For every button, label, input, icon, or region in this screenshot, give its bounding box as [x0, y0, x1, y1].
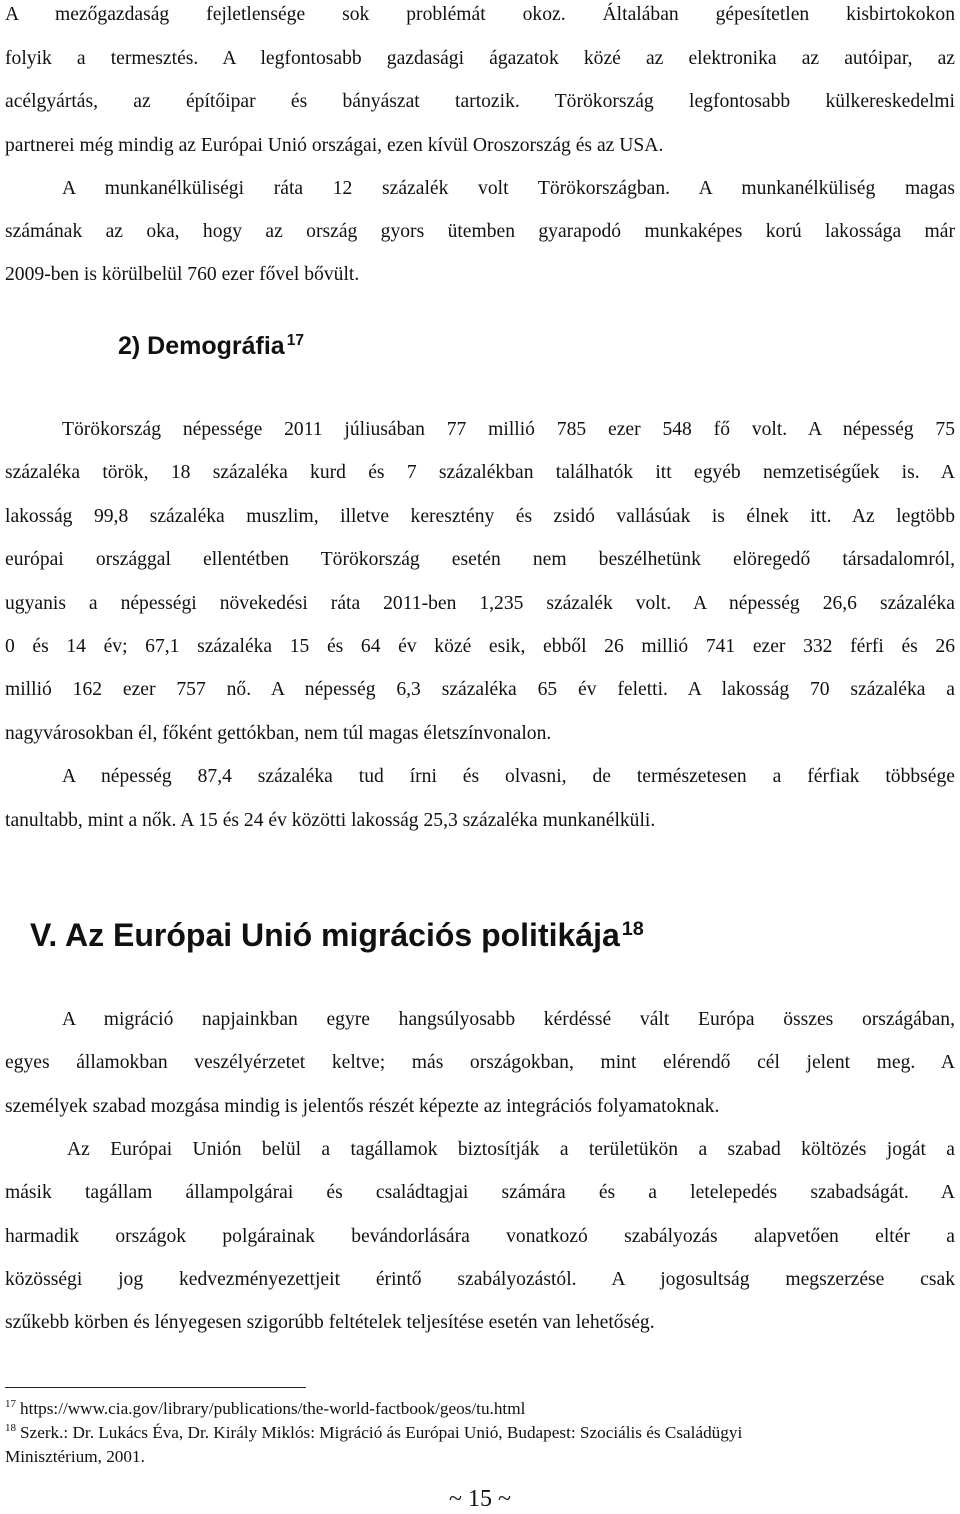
footnote-number: 17 [5, 1398, 16, 1411]
footnote-text: Minisztérium, 2001. [5, 1447, 145, 1466]
footnote-17 [5, 1398, 955, 1422]
footnote-ref[interactable]: 18 [621, 918, 644, 941]
section-heading-demography [118, 329, 304, 367]
text-line: Törökország népessége 2011 júliusában 77 millió 785 ezer 548 fő volt. A népesség 75 [62, 419, 955, 440]
text-line: tanultabb, mint a nők. A 15 és 24 év közötti lakosság 25,3 százaléka munkanélküli. [5, 810, 656, 831]
text-line: szűkebb körben és lényegesen szigorúbb feltételek teljesítése esetén van lehetőség. [5, 1312, 655, 1333]
text-line: acélgyártás, az építőipar és bányászat tartozik. Törökország legfontosabb külkereskedelmi [5, 91, 955, 112]
text-line: egyes államokban veszélyérzetet keltve; más országokban, mint elérendő cél jelent meg. A [5, 1052, 955, 1073]
text-line: A migráció napjainkban egyre hangsúlyosabb kérdéssé vált Európa összes országában, [62, 1009, 955, 1030]
text-line: folyik a termesztés. A legfontosabb gazdasági ágazatok közé az elektronika az autóipar, az [5, 48, 955, 69]
text-line: személyek szabad mozgása mindig is jelentős részét képezte az integrációs folyamatoknak. [5, 1096, 720, 1117]
footnote-link[interactable]: https://www.cia.gov/library/publications/the-world-factbook/geos/tu.html [20, 1399, 526, 1418]
footnote-ref[interactable]: 17 [286, 332, 304, 350]
heading-text: V. Az Európai Unió migrációs politikája [30, 917, 620, 953]
text-line: millió 162 ezer 757 nő. A népesség 6,3 százaléka 65 év feletti. A lakosság 70 százaléka a [5, 679, 955, 700]
footnote-18-continued [5, 1446, 955, 1468]
footnote-text: Szerk.: Dr. Lukács Éva, Dr. Király Miklós: Migráció ás Európai Unió, Budapest: Szociális és Családügyi [20, 1423, 743, 1442]
footnote-number: 18 [5, 1422, 16, 1435]
text-line: európai országgal ellentétben Törökország esetén nem beszélhetünk elöregedő társadalomról, [5, 549, 955, 570]
text-line: partnerei még mindig az Európai Unió országai, ezen kívül Oroszország és az USA. [5, 135, 664, 156]
chapter-heading-eu-migration [30, 913, 644, 962]
text-line: ugyanis a népességi növekedési ráta 2011-ben 1,235 százalék volt. A népesség 26,6 százaléka [5, 593, 955, 614]
heading-text: 2) Demográfia [118, 332, 285, 360]
text-line: számának az oka, hogy az ország gyors ütemben gyarapodó munkaképes korú lakossága már [5, 221, 955, 242]
text-line: harmadik országok polgárainak bevándorlására vonatkozó szabályozás alapvetően eltér a [5, 1226, 955, 1247]
text-line: Az Európai Unión belül a tagállamok biztosítják a területükön a szabad költözés jogát a [67, 1139, 955, 1160]
text-line: másik tagállam állampolgárai és családtagjai számára és a letelepedés szabadságát. A [5, 1182, 955, 1203]
text-line: százaléka török, 18 százaléka kurd és 7 százalékban találhatók itt egyéb nemzetiségűek is. A [5, 462, 955, 483]
page-number: ~ 15 ~ [449, 1486, 511, 1512]
text-line: lakosság 99,8 százaléka muszlim, illetve keresztény és zsidó vallásúak is élnek itt. Az legtöbb [5, 506, 955, 527]
text-line: A munkanélküliségi ráta 12 százalék volt Törökországban. A munkanélküliség magas [62, 178, 955, 199]
text-line: nagyvárosokban él, főként gettókban, nem túl magas életszínvonalon. [5, 723, 552, 744]
text-line: közösségi jog kedvezményezettjeit érintő szabályozástól. A jogosultság megszerzése csak [5, 1269, 955, 1290]
text-line: A népesség 87,4 százaléka tud írni és olvasni, de természetesen a férfiak többsége [62, 766, 955, 787]
text-line: 2009-ben is körülbelül 760 ezer fővel bővült. [5, 264, 360, 285]
text-line: 0 és 14 év; 67,1 százaléka 15 és 64 év közé esik, ebből 26 millió 741 ezer 332 férfi és 26 [5, 636, 955, 657]
text-line: A mezőgazdaság fejletlensége sok problémát okoz. Általában gépesítetlen kisbirtokokon [5, 4, 955, 25]
footnote-18 [5, 1422, 955, 1446]
footnote-separator [5, 1387, 306, 1388]
